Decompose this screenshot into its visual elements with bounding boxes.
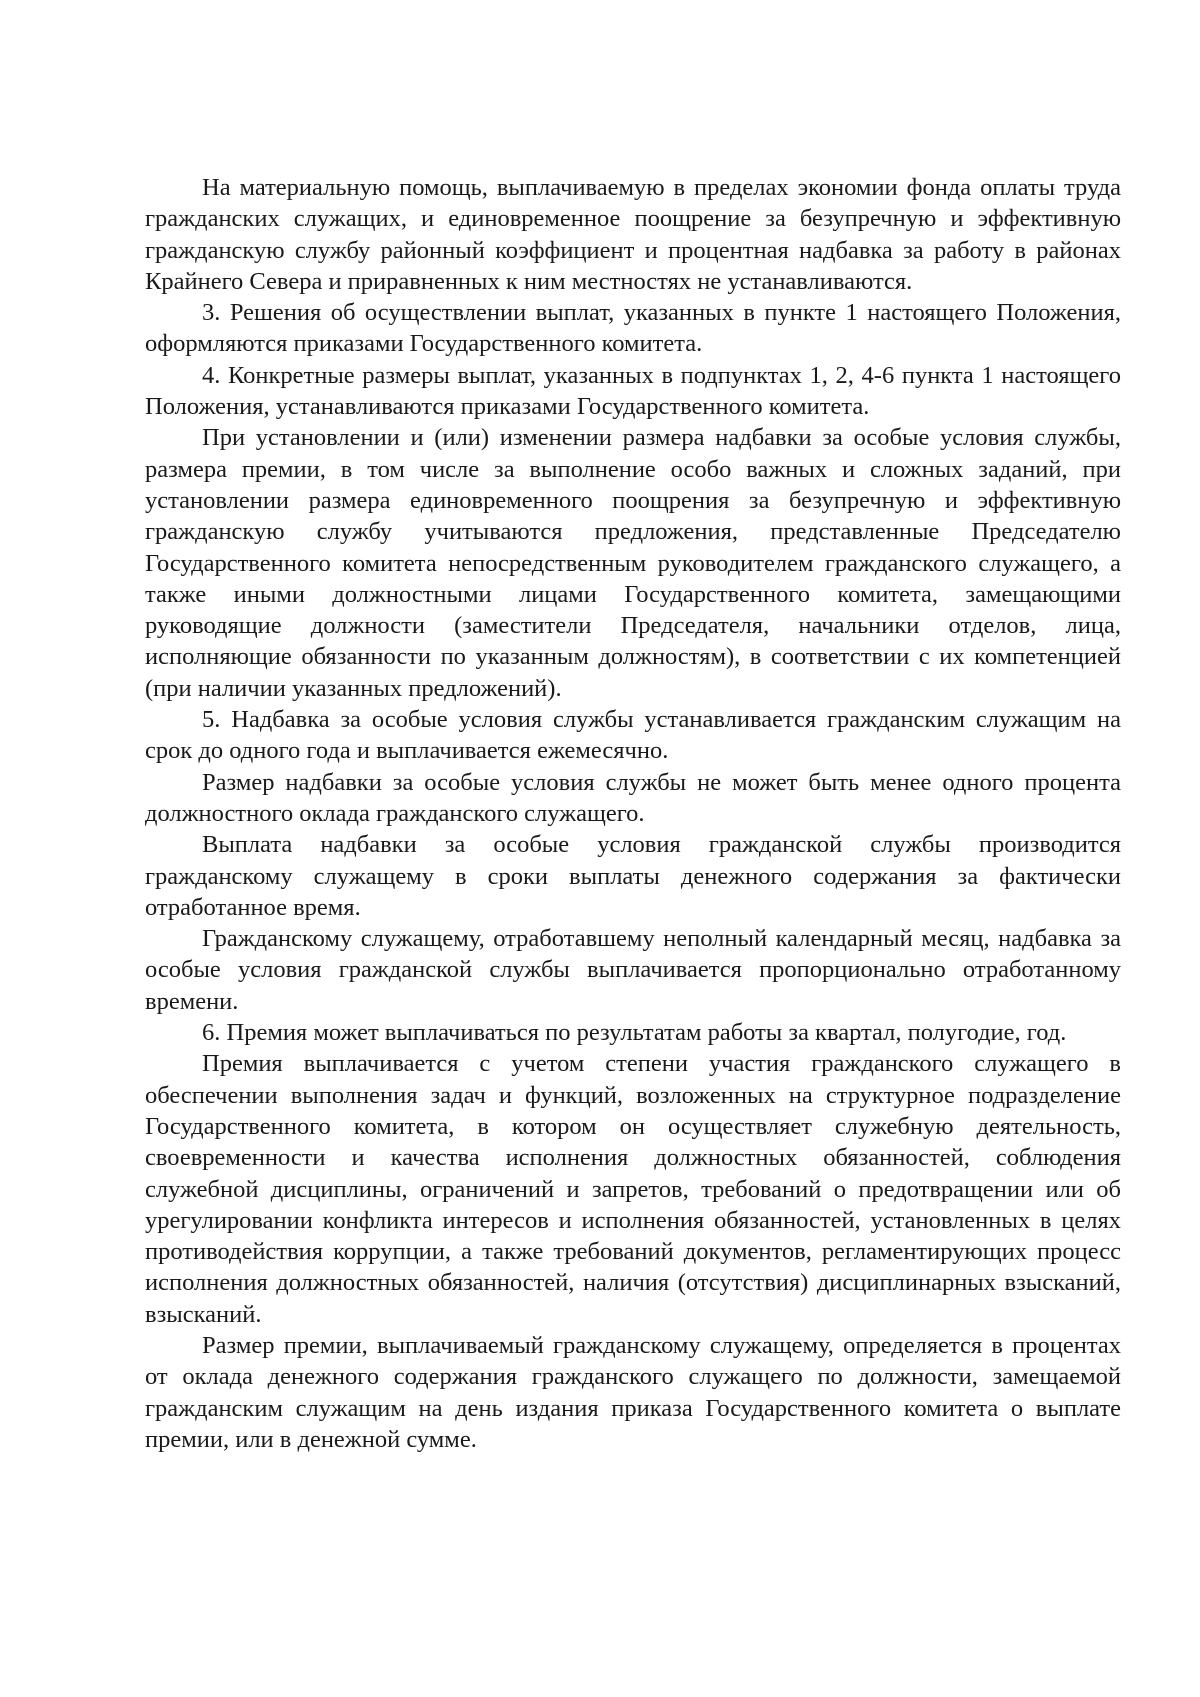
paragraph-item-4: 4. Конкретные размеры выплат, указанных в подпунктах 1, 2, 4-6 пункта 1 настоящего Положения, устанавливаются приказами Государственного комитета. bbox=[145, 361, 1121, 421]
paragraph-proposals: При установлении и (или) изменении размера надбавки за особые условия службы, размера премии, в том числе за выполнение особо важных и сложных заданий, при установлении размера единовременного поощрения за безупречную и эффективную гражданскую службу учитываются предложения, представленные Председателю Государственного комитета непосредственным руководителем гражданского служащего, а также иными должностными лицами Государственного комитета, замещающими руководящие должности (заместители Председателя, начальники отделов, лица, исполняющие обязанности по указанным должностям), в соответствии с их компетенцией (при наличии указанных предложений). bbox=[145, 424, 1121, 702]
paragraph-item-5: 5. Надбавка за особые условия службы устанавливается гражданским служащим на срок до одного года и выплачивается ежемесячно. bbox=[145, 706, 1121, 765]
paragraph-item-6: 6. Премия может выплачиваться по результатам работы за квартал, полугодие, год. bbox=[202, 1019, 1067, 1047]
paragraph-material-aid: На материальную помощь, выплачиваемую в пределах экономии фонда оплаты труда гражданских служащих, и единовременное поощрение за безупречную и эффективную гражданскую службу районный коэффициент и процентная надбавка за работу в районах Крайнего Севера и приравненных к ним местностях не устанавливаются. bbox=[145, 174, 1121, 295]
paragraph-item-3: 3. Решения об осуществлении выплат, указанных в пункте 1 настоящего Положения, оформляются приказами Государственного комитета. bbox=[145, 299, 1121, 358]
paragraph-bonus-criteria: Премия выплачивается с учетом степени участия гражданского служащего в обеспечении выполнения задач и функций, возложенных на структурное подразделение Государственного комитета, в котором он осуществляет служебную деятельность, своевременности и качества исполнения должностных обязанностей, соблюдения служебной дисциплины, ограничений и запретов, требований о предотвращении или об урегулировании конфликта интересов и исполнения обязанностей, установленных в целях противодействия коррупции, а также требований документов, регламентирующих процесс исполнения должностных обязанностей, наличия (отсутствия) дисциплинарных взысканий, взысканий. bbox=[145, 1050, 1121, 1328]
paragraph-bonus-size: Размер премии, выплачиваемый гражданскому служащему, определяется в процентах от оклада денежного содержания гражданского служащего по должности, замещаемой гражданским служащим на день издания приказа Государственного комитета о выплате премии, или в денежной сумме. bbox=[145, 1331, 1121, 1453]
paragraph-allowance-size: Размер надбавки за особые условия службы не может быть менее одного процента должностного оклада гражданского служащего. bbox=[145, 768, 1121, 827]
document-body bbox=[145, 172, 1121, 1455]
paragraph-allowance-payment: Выплата надбавки за особые условия гражданской службы производится гражданскому служащему в сроки выплаты денежного содержания за фактически отработанное время. bbox=[145, 831, 1121, 921]
paragraph-partial-month: Гражданскому служащему, отработавшему неполный календарный месяц, надбавка за особые условия гражданской службы выплачивается пропорционально отработанному времени. bbox=[145, 925, 1121, 1015]
